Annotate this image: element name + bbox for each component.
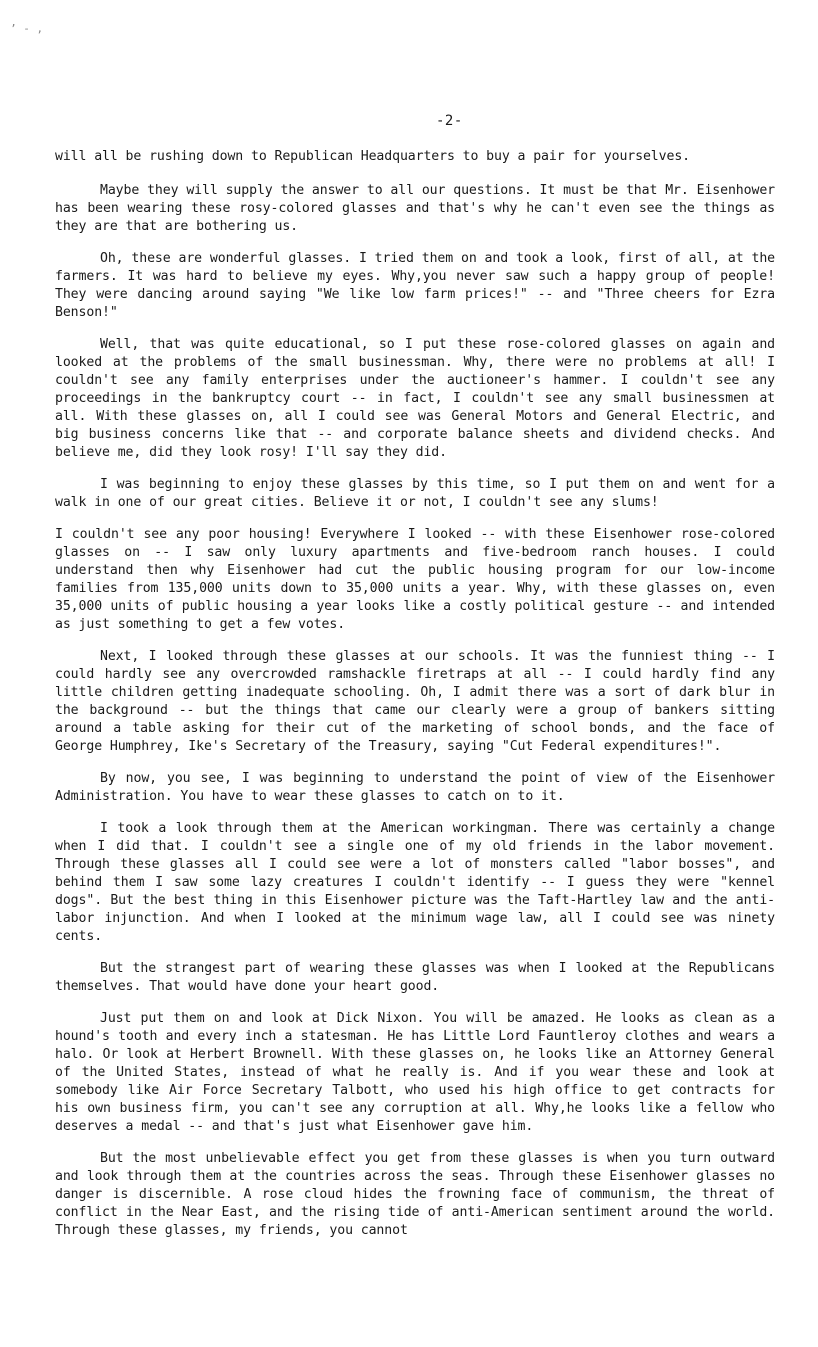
paragraph: I was beginning to enjoy these glasses by this time, so I put them on and went for a walk in one of our great cities. Believe it or not, I couldn't see any slums! <box>55 477 775 510</box>
paragraph: Next, I looked through these glasses at our schools. It was the funniest thing -- I could hardly see any overcrowded ramshackle firetraps at all -- I could hardly find any little children getting inadequate schooling. Oh, I admit there was a sort of dark blur in the background -- but the things that came our clearly were a group of bankers sitting around a table asking for their cut of the marketing of school bonds, and the face of George Humphrey, Ike's Secretary of the Treasury, saying "Cut Federal expenditures!". <box>55 649 775 754</box>
paragraph: Maybe they will supply the answer to all our questions. It must be that Mr. Eisenhower has been wearing these rosy-colored glasses and that's why he can't even see the things as they are that are bothering us. <box>55 183 775 234</box>
page-number: -2- <box>436 113 463 129</box>
paragraph: Well, that was quite educational, so I put these rose-colored glasses on again and looked at the problems of the small businessman. Why, there were no problems at all! I couldn't see any family enterprises under the auctioneer's hammer. I couldn't see any proceedings in the bankruptcy court -- in fact, I couldn't see any small businessmen at all. With these glasses on, all I could see was General Motors and General Electric, and big business concerns like that -- and corporate balance sheets and dividend checks. And believe me, did they look rosy! I'll say they did. <box>55 337 775 460</box>
paragraph: Oh, these are wonderful glasses. I tried them on and took a look, first of all, at the farmers. It was hard to believe my eyes. Why,you never saw such a happy group of people! They were dancing around saying "We like low farm prices!" -- and "Three cheers for Ezra Benson!" <box>55 251 775 320</box>
paragraph: will all be rushing down to Republican Headquarters to buy a pair for yourselves. <box>55 149 691 164</box>
paragraph: But the strangest part of wearing these glasses was when I looked at the Republicans themselves. That would have done your heart good. <box>55 961 775 994</box>
paragraph: But the most unbelievable effect you get from these glasses is when you turn outward and look through them at the countries across the seas. Through these Eisenhower glasses no danger is discernible. A rose cloud hides the frowning face of communism, the threat of conflict in the Near East, and the rising tide of anti-American sentiment around the world. Through these glasses, my friends, you cannot <box>55 1151 775 1238</box>
body-text <box>55 148 775 1254</box>
paragraph: By now, you see, I was beginning to understand the point of view of the Eisenhower Administration. You have to wear these glasses to catch on to it. <box>55 771 775 804</box>
paragraph: I couldn't see any poor housing! Everywhere I looked -- with these Eisenhower rose-colored glasses on -- I saw only luxury apartments and five-bedroom ranch houses. I could understand then why Eisenhower had cut the public housing program for our low-income families from 135,000 units down to 35,000 units a year. Why, with these glasses on, even 35,000 units of public housing a year looks like a costly political gesture -- and intended as just something to get a few votes. <box>55 527 775 632</box>
corner-mark: ’ - ‚ <box>10 22 44 35</box>
paragraph: Just put them on and look at Dick Nixon. You will be amazed. He looks as clean as a hound's tooth and every inch a statesman. He has Little Lord Fauntleroy clothes and wears a halo. Or look at Herbert Brownell. With these glasses on, he looks like an Attorney General of the United States, instead of what he really is. And if you wear these and look at somebody like Air Force Secretary Talbott, who used his high office to get contracts for his own business firm, you can't see any corruption at all. Why,he looks like a fellow who deserves a medal -- and that's just what Eisenhower gave him. <box>55 1011 775 1134</box>
paragraph: I took a look through them at the American workingman. There was certainly a change when I did that. I couldn't see a single one of my old friends in the labor movement. Through these glasses all I could see were a lot of monsters called "labor bosses", and behind them I saw some lazy creatures I couldn't identify -- I guess they were "kennel dogs". But the best thing in this Eisenhower picture was the Taft-Hartley law and the anti-labor injunction. And when I looked at the minimum wage law, all I could see was ninety cents. <box>55 821 775 944</box>
